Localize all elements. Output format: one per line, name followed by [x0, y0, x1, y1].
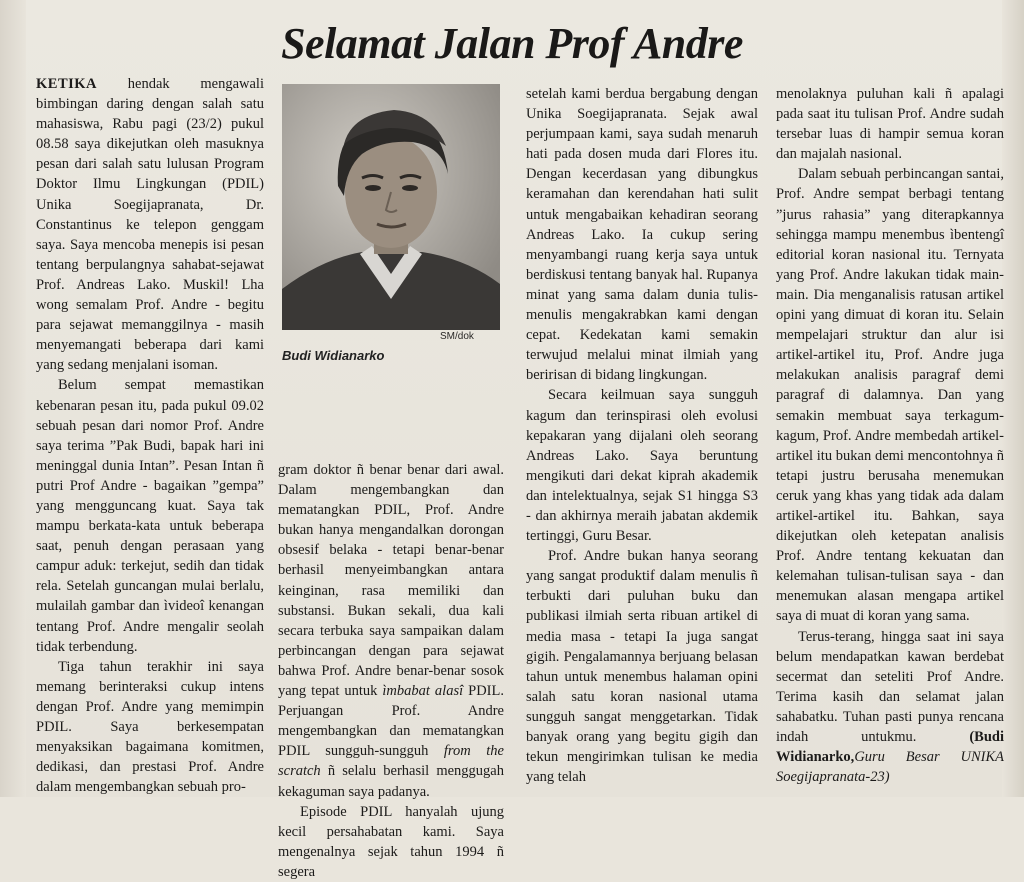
paragraph-10: Dalam sebuah perbincangan santai, Prof. Andre sempat berbagi tentang ”jurus rahasia” yang diterapkannya sehingga mampu menembus ìbentengî editorial koran nasional itu. Ternyata yang Prof. Andre lakukan tidak main-main. Dia menganalisis ratusan artikel opini yang dimuat di koran itu. Selain mempelajari struktur dan alur isi artikel-artikel itu, Prof. Andre juga melakukan analisis paragraf demi paragraf di dalamnya. Dan yang semakin membuat saya terkagum-kagum, Prof. Andre membedah artikel-artikel itu bukan demi mencontohnya ñ tetapi justru berusaha menemukan ceruk yang khas yang tidak ada dalam artikel-artikel itu. Bahkan, saya dikejutkan oleh ketepatan analisis Prof. Andre tentang kekuatan dan kelemahan tulisan-tulisan saya - dan menemukan alasan mengapa artikel saya di muat di koran yang sama. [776, 166, 1004, 625]
paragraph-9: menolaknya puluhan kali ñ apalagi pada saat itu tulisan Prof. Andre sudah tersebar luas di hampir semua koran dan majalah nasional. [776, 86, 1004, 163]
page-edge-right [1002, 0, 1024, 797]
article-title: Selamat Jalan Prof Andre [281, 19, 743, 68]
lead-word: KETIKA [36, 76, 98, 92]
article-column-1 [36, 74, 264, 797]
paragraph-8: Prof. Andre bukan hanya seorang yang sangat produktif dalam menulis ñ terbukti dari puluhan buku dan publikasi ilmiah serta ribuan artikel di media masa - tetapi Ia juga sangat gigih. Pengalamannya berjuang belasan tahun untuk menembus halaman opini salah satu koran nasional utama sungguh sangat menggetarkan. Tidak banyak orang yang begitu gigih dan tekun mengirimkan tulisan ke media yang telah [526, 548, 758, 786]
paragraph-7: Secara keilmuan saya sungguh kagum dan terinspirasi oleh evolusi kepakaran yang dijalani oleh seorang Andreas Lako. Saya beruntung mengikuti dari dekat kiprah akademik dan intelektualnya, sejak S1 hingga S3 - dan akhirnya meraih jabatan akdemik tertinggi, Guru Besar. [526, 387, 758, 545]
paragraph-4-text-c: ñ selalu berhasil menggugah kekaguman saya padanya. [278, 763, 504, 800]
signature-role: Guru Besar UNIKA Soegijapranata [776, 749, 1004, 786]
article-column-3 [526, 84, 758, 787]
article-column-4 [776, 84, 1004, 787]
photo-credit: SM/dok [440, 331, 474, 342]
signature-close: -23) [865, 769, 890, 786]
paragraph-5: Episode PDIL hanyalah ujung kecil persahabatan kami. Saya mengenalnya sejak tahun 1994 ñ segera [278, 803, 504, 880]
signature-name: Budi Widianarko, [776, 729, 1004, 766]
paragraph-11-text: Terus-terang, hingga saat ini saya belum mendapatkan kawan berdebat secermat dan seteliti Prof Andre. Terima kasih dan selamat jalan sahabatku. Tuhan pasti punya rencana indah untukmu. [776, 628, 1004, 745]
paragraph-2: Belum sempat memastikan kebenaran pesan itu, pada pukul 09.02 sebuah pesan dari nomor Prof. Andre saya terima ”Pak Budi, bapak hari ini meninggal dunia Intan”. Pesan Intan ñ putri Prof Andre - bagaikan ”gempa” yang mengguncang kuat. Saya tak mampu berkata-kata untuk beberapa saat, penuh dengan perasaan yang campur aduk: terkejut, sedih dan tidak rela. Setelah guncangan mulai berlalu, mulailah gambar dan ìvideoî kenangan tentang Prof. Andre mengalir seolah tidak terbendung. [36, 377, 264, 655]
paragraph-4-italic-a: ìmbabat alasî [382, 683, 464, 700]
paragraph-11 [776, 627, 1004, 788]
photo-caption: Budi Widianarko [282, 348, 385, 363]
paragraph-1 [36, 74, 264, 375]
article-column-2 [278, 460, 504, 882]
signature-open: ( [969, 729, 975, 745]
paragraph-3: Tiga tahun terakhir ini saya memang berinteraksi cukup intens dengan Prof. Andre yang memimpin PDIL. Saya berkesempatan menyaksikan bagaimana komitmen, dedikasi, dan prestasi Prof. Andre dalam mengembangkan sebuah pro- [36, 658, 264, 796]
paragraph-1-text: hendak mengawali bimbingan daring dengan salah satu mahasiswa, Rabu pagi (23/2) pukul 08.58 saya dikejutkan oleh masuknya pesan dari salah satu lulusan Program Doktor Ilmu Lingkungan (PDIL) Unika Soegijapranata, Dr. Constantinus ke telepon genggam saya. Saya mencoba menepis isi pesan tentang berpulangnya sahabat-sejawat Prof. Andreas Lako. Muskil! Lha wong semalam Prof. Andre - begitu para sejawat memanggilnya - masih menyemangati beberapa dari kami yang sedang menjalani isoman. [36, 76, 264, 374]
author-photo [282, 84, 500, 330]
portrait-illustration [282, 84, 500, 330]
paragraph-4-text-b: PDIL. Perjuangan Prof. Andre mengembangkan dan mematangkan PDIL sungguh-sungguh [278, 683, 504, 760]
paragraph-4-text-a: gram doktor ñ benar benar dari awal. Dalam mengembangkan dan mematangkan PDIL, Prof. Andre bukan hanya mengandalkan dorongan obsesif belaka - tetapi benar-benar berhasil menyeimbangkan antara keinginan, rasa memiliki dan substansi. Bukan sekali, dua kali secara terbuka saya sampaikan dalam perbincangan dengan para sejawat bahwa Prof. Andre benar-benar sosok yang tepat untuk [278, 462, 504, 700]
paragraph-4-italic-b: from the scratch [278, 743, 504, 780]
paragraph-6: setelah kami berdua bergabung dengan Unika Soegijapranata. Sejak awal perjumpaan kami, saya sudah menaruh hati pada dosen muda dari Flores itu. Dengan kecerdasan yang dibungkus keramahan dan kerendahan hati sulit untuk mengabaikan kehadiran seorang Andreas Lako. Ia cukup sering menyambangi ruang kerja saya untuk berdiskusi tentang banyak hal. Rupanya minat yang sama dalam dunia tulis-menulis mengakrabkan kami dengan cepat. Kedekatan kami semakin terwujud melalui minat ilmiah yang beririsan di bidang lingkungan. [526, 86, 758, 384]
paragraph-4 [278, 460, 504, 802]
page-edge-left [0, 0, 26, 797]
